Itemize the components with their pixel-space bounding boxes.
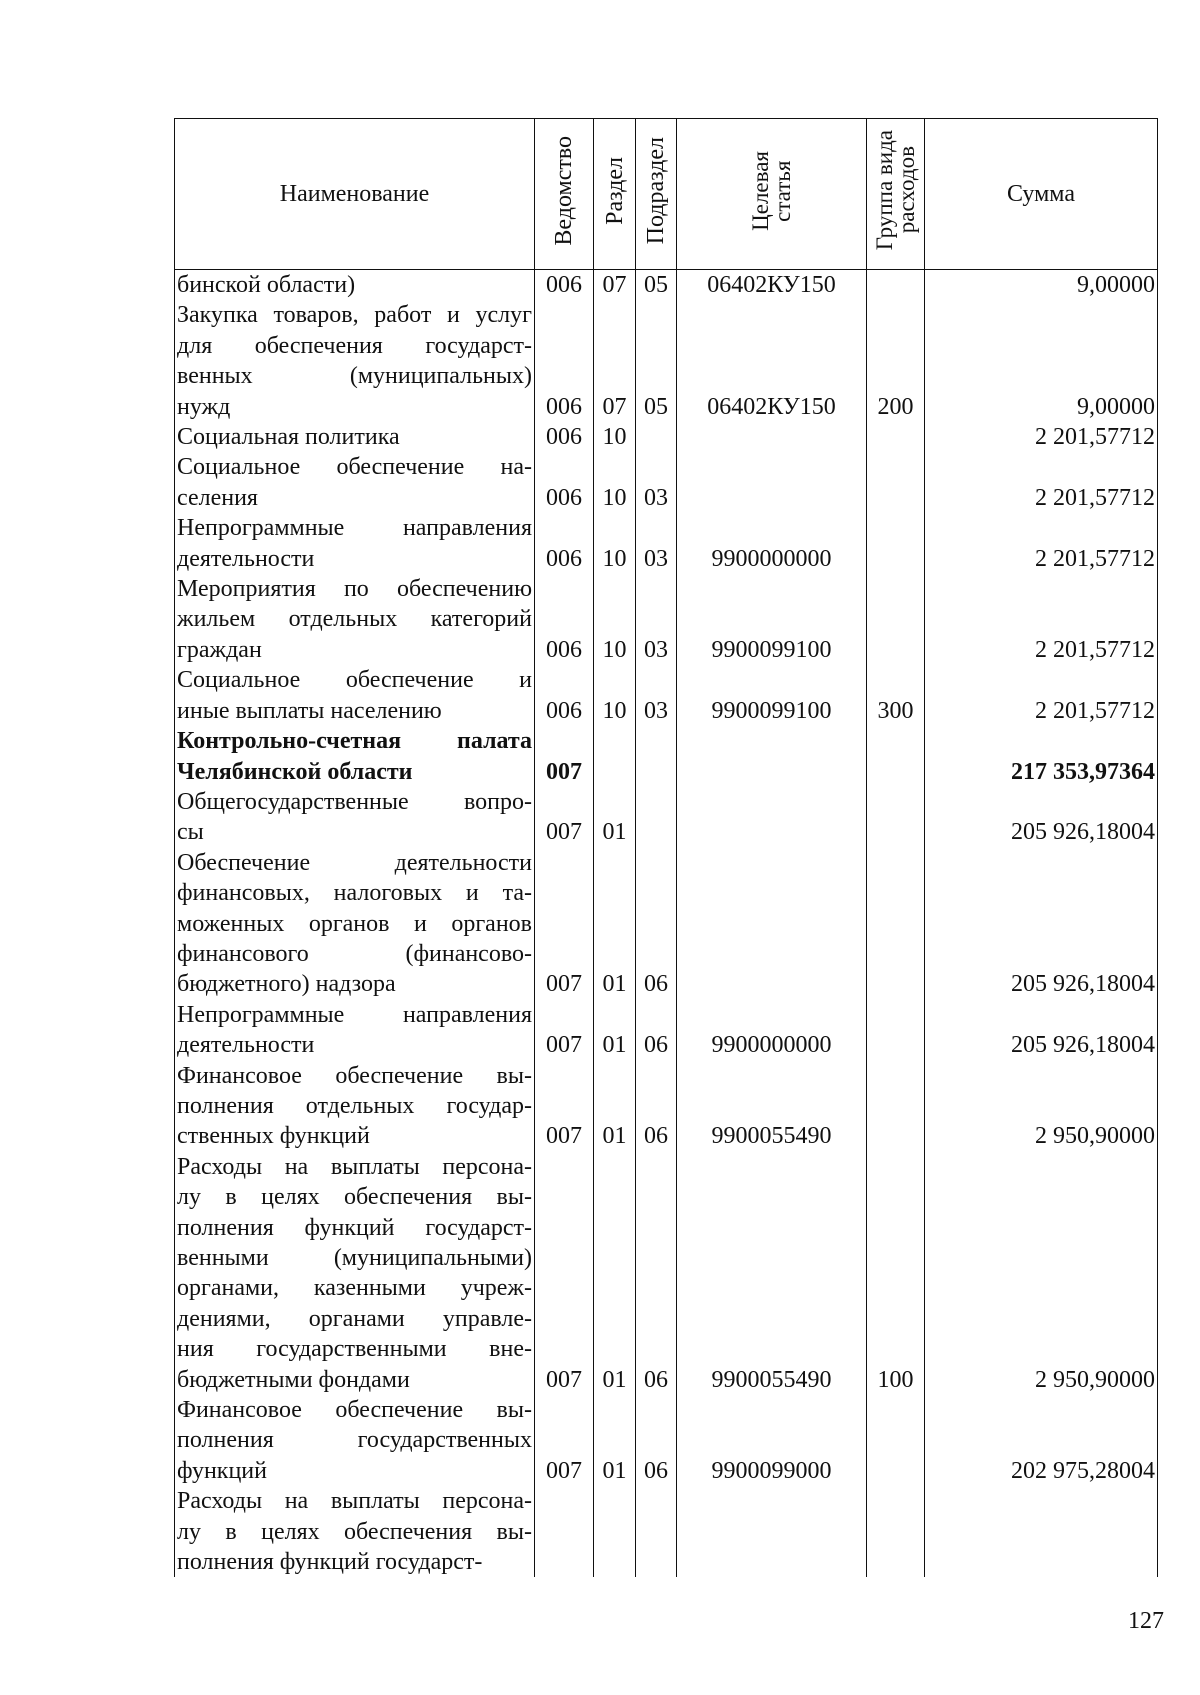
row-name-line: финансового (финансово-: [177, 940, 532, 967]
row-department: 006: [535, 574, 594, 665]
row-amount: 2 950,90000: [925, 1152, 1158, 1395]
row-expense-group: [867, 574, 925, 665]
row-subsection: [636, 726, 677, 787]
row-name: [175, 848, 535, 1000]
table-row: [175, 452, 1158, 513]
table-row: [175, 513, 1158, 574]
row-target: 06402КУ150: [677, 300, 867, 422]
row-name-line: бюджетными фондами: [177, 1366, 410, 1393]
row-target: 9900000000: [677, 513, 867, 574]
table-row: [175, 422, 1158, 452]
row-name-line: венных (муниципальных): [177, 363, 532, 390]
row-department: 006: [535, 452, 594, 513]
row-department: 007: [535, 848, 594, 1000]
row-name-line: лу в целях обеспечения вы-: [177, 1184, 532, 1211]
table-row: [175, 848, 1158, 1000]
row-name-line: нужд: [177, 393, 231, 420]
row-expense-group: 100: [867, 1152, 925, 1395]
row-name-line: Расходы на выплаты персона-: [177, 1153, 532, 1180]
row-name: [175, 1000, 535, 1061]
row-subsection: 06: [636, 1061, 677, 1152]
row-name-line: органами, казенными учреж-: [177, 1275, 532, 1302]
row-target: [677, 848, 867, 1000]
header-expense-group: [867, 119, 925, 270]
row-department: 006: [535, 422, 594, 452]
row-name-line: полнения государственных: [177, 1427, 532, 1454]
row-expense-group: [867, 726, 925, 787]
row-expense-group: 300: [867, 665, 925, 726]
row-amount: 2 201,57712: [925, 665, 1158, 726]
header-amount-text: Сумма: [1007, 180, 1075, 207]
row-section: 07: [594, 270, 636, 301]
row-section: 10: [594, 574, 636, 665]
row-name: [175, 574, 535, 665]
row-subsection: 06: [636, 1152, 677, 1395]
row-name: [175, 270, 535, 301]
row-expense-group: [867, 452, 925, 513]
row-name-line: моженных органов и органов: [177, 910, 532, 937]
row-name: [175, 1486, 535, 1577]
header-target-line2: статья: [769, 159, 795, 222]
row-name-line: Общегосударственные вопро-: [177, 788, 532, 815]
header-name: [175, 119, 535, 270]
row-name-line: деятельности: [177, 545, 315, 572]
table-row: [175, 574, 1158, 665]
row-subsection: 03: [636, 513, 677, 574]
row-target: 9900099100: [677, 574, 867, 665]
header-target: [677, 119, 867, 270]
row-name-line: Непрограммные направления: [177, 1001, 532, 1028]
row-name: [175, 452, 535, 513]
row-name-line: Финансовое обеспечение вы-: [177, 1062, 532, 1089]
table-header: [175, 119, 1158, 270]
row-name: [175, 422, 535, 452]
row-target: [677, 787, 867, 848]
row-department: [535, 1486, 594, 1577]
row-subsection: 03: [636, 452, 677, 513]
row-subsection: 03: [636, 574, 677, 665]
row-target: [677, 452, 867, 513]
row-name-line: функций: [177, 1457, 267, 1484]
row-name: [175, 1152, 535, 1395]
row-department: 006: [535, 665, 594, 726]
row-name: [175, 1061, 535, 1152]
row-amount: 205 926,18004: [925, 1000, 1158, 1061]
header-name-text: Наименование: [279, 180, 430, 207]
header-target-line1: Целевая: [747, 150, 773, 231]
page-number: 127: [1128, 1608, 1164, 1634]
row-name-line: Финансовое обеспечение вы-: [177, 1397, 532, 1424]
row-name-line: Социальное обеспечение на-: [177, 454, 532, 481]
row-name-line: Обеспечение деятельности: [177, 849, 532, 876]
row-subsection: 03: [636, 665, 677, 726]
row-name: [175, 300, 535, 422]
header-expense-group-line2: расходов: [893, 146, 919, 235]
row-section: 01: [594, 1395, 636, 1486]
row-name: [175, 726, 535, 787]
row-name-line: Контрольно-счетная палата: [177, 728, 532, 755]
table-row: [175, 1152, 1158, 1395]
row-target: 9900055490: [677, 1152, 867, 1395]
row-name-line: полнения отдельных государ-: [177, 1092, 532, 1119]
row-section: [594, 726, 636, 787]
row-subsection: 05: [636, 270, 677, 301]
table-row: [175, 726, 1158, 787]
row-target: [677, 726, 867, 787]
row-department: 007: [535, 787, 594, 848]
row-target: 9900099000: [677, 1395, 867, 1486]
row-section: 07: [594, 300, 636, 422]
row-name: [175, 513, 535, 574]
header-subsection: [636, 119, 677, 270]
header-expense-group-text: [871, 130, 919, 251]
table-row: [175, 270, 1158, 301]
row-department: 006: [535, 300, 594, 422]
row-amount: 9,00000: [925, 270, 1158, 301]
table-row: [175, 787, 1158, 848]
header-section-text: Раздел: [601, 156, 628, 225]
header-department: [535, 119, 594, 270]
row-amount: 9,00000: [925, 300, 1158, 422]
row-section: 10: [594, 422, 636, 452]
row-subsection: [636, 787, 677, 848]
row-name-line: бюджетного) надзора: [177, 971, 396, 998]
row-name-line: Социальная политика: [177, 424, 400, 451]
row-department: 006: [535, 270, 594, 301]
row-name-line: Социальное обеспечение и: [177, 667, 532, 694]
row-name-line: Закупка товаров, работ и услуг: [177, 302, 532, 329]
row-section: 10: [594, 452, 636, 513]
row-name-line: селения: [177, 484, 258, 511]
table-body: [175, 270, 1158, 1578]
row-expense-group: [867, 1061, 925, 1152]
row-name-line: иные выплаты населению: [177, 697, 442, 724]
table-row: [175, 300, 1158, 422]
row-name-line: финансовых, налоговых и та-: [177, 880, 532, 907]
table-row: [175, 1000, 1158, 1061]
row-name-line: ния государственными вне-: [177, 1336, 532, 1363]
row-expense-group: [867, 1486, 925, 1577]
row-amount: 2 201,57712: [925, 452, 1158, 513]
row-name-line: ственных функций: [177, 1123, 370, 1150]
row-target: 9900055490: [677, 1061, 867, 1152]
row-name-line: Челябинской области: [177, 758, 413, 785]
row-name-line: дениями, органами управле-: [177, 1305, 532, 1332]
row-name-line: лу в целях обеспечения вы-: [177, 1518, 532, 1545]
row-name: [175, 1395, 535, 1486]
table-row: [175, 1395, 1158, 1486]
row-amount: 2 201,57712: [925, 513, 1158, 574]
row-target: [677, 1486, 867, 1577]
row-name-line: Мероприятия по обеспечению: [177, 576, 532, 603]
table-row: [175, 1061, 1158, 1152]
row-department: 007: [535, 1395, 594, 1486]
row-subsection: [636, 422, 677, 452]
row-expense-group: [867, 787, 925, 848]
row-target: [677, 422, 867, 452]
row-section: 01: [594, 848, 636, 1000]
row-amount: 217 353,97364: [925, 726, 1158, 787]
row-section: [594, 1486, 636, 1577]
header-subsection-text: Подраздел: [643, 136, 669, 245]
row-amount: 2 950,90000: [925, 1061, 1158, 1152]
row-name-line: граждан: [177, 636, 262, 663]
row-amount: 2 201,57712: [925, 574, 1158, 665]
row-section: 01: [594, 787, 636, 848]
row-name-line: жильем отдельных категорий: [177, 606, 532, 633]
row-expense-group: [867, 513, 925, 574]
row-amount: [925, 1486, 1158, 1577]
row-expense-group: [867, 422, 925, 452]
row-name-line: Расходы на выплаты персона-: [177, 1488, 532, 1515]
row-name-line: сы: [177, 819, 204, 846]
row-name-line: деятельности: [177, 1032, 315, 1059]
row-subsection: 05: [636, 300, 677, 422]
row-target: 9900000000: [677, 1000, 867, 1061]
row-amount: 205 926,18004: [925, 848, 1158, 1000]
header-amount: [925, 119, 1158, 270]
row-section: 10: [594, 513, 636, 574]
header-expense-group-line1: Группа вида: [871, 130, 897, 251]
row-department: 006: [535, 513, 594, 574]
row-target: 9900099100: [677, 665, 867, 726]
row-amount: 2 201,57712: [925, 422, 1158, 452]
budget-table: [174, 118, 1158, 1577]
row-department: 007: [535, 1000, 594, 1061]
row-expense-group: [867, 1395, 925, 1486]
header-target-text: [747, 150, 795, 231]
row-department: 007: [535, 726, 594, 787]
row-name-line: бинской области): [177, 272, 356, 298]
header-section: [594, 119, 636, 270]
header-department-text: Ведомство: [551, 135, 577, 246]
row-expense-group: 200: [867, 300, 925, 422]
row-section: 01: [594, 1152, 636, 1395]
row-name: [175, 665, 535, 726]
row-name-line: для обеспечения государст-: [177, 332, 532, 359]
row-subsection: 06: [636, 848, 677, 1000]
row-expense-group: [867, 270, 925, 301]
row-subsection: 06: [636, 1000, 677, 1061]
row-department: 007: [535, 1152, 594, 1395]
row-subsection: [636, 1486, 677, 1577]
table-row: [175, 665, 1158, 726]
row-amount: 205 926,18004: [925, 787, 1158, 848]
row-subsection: 06: [636, 1395, 677, 1486]
table-row: [175, 1486, 1158, 1577]
row-name-line: Непрограммные направления: [177, 515, 532, 542]
row-name-line: полнения функций государст-: [177, 1549, 483, 1576]
row-target: 06402КУ150: [677, 270, 867, 301]
row-expense-group: [867, 848, 925, 1000]
row-amount: 202 975,28004: [925, 1395, 1158, 1486]
row-section: 01: [594, 1061, 636, 1152]
row-name: [175, 787, 535, 848]
row-expense-group: [867, 1000, 925, 1061]
row-section: 10: [594, 665, 636, 726]
row-name-line: полнения функций государст-: [177, 1214, 532, 1241]
row-name-line: венными (муниципальными): [177, 1245, 532, 1271]
row-section: 01: [594, 1000, 636, 1061]
row-department: 007: [535, 1061, 594, 1152]
